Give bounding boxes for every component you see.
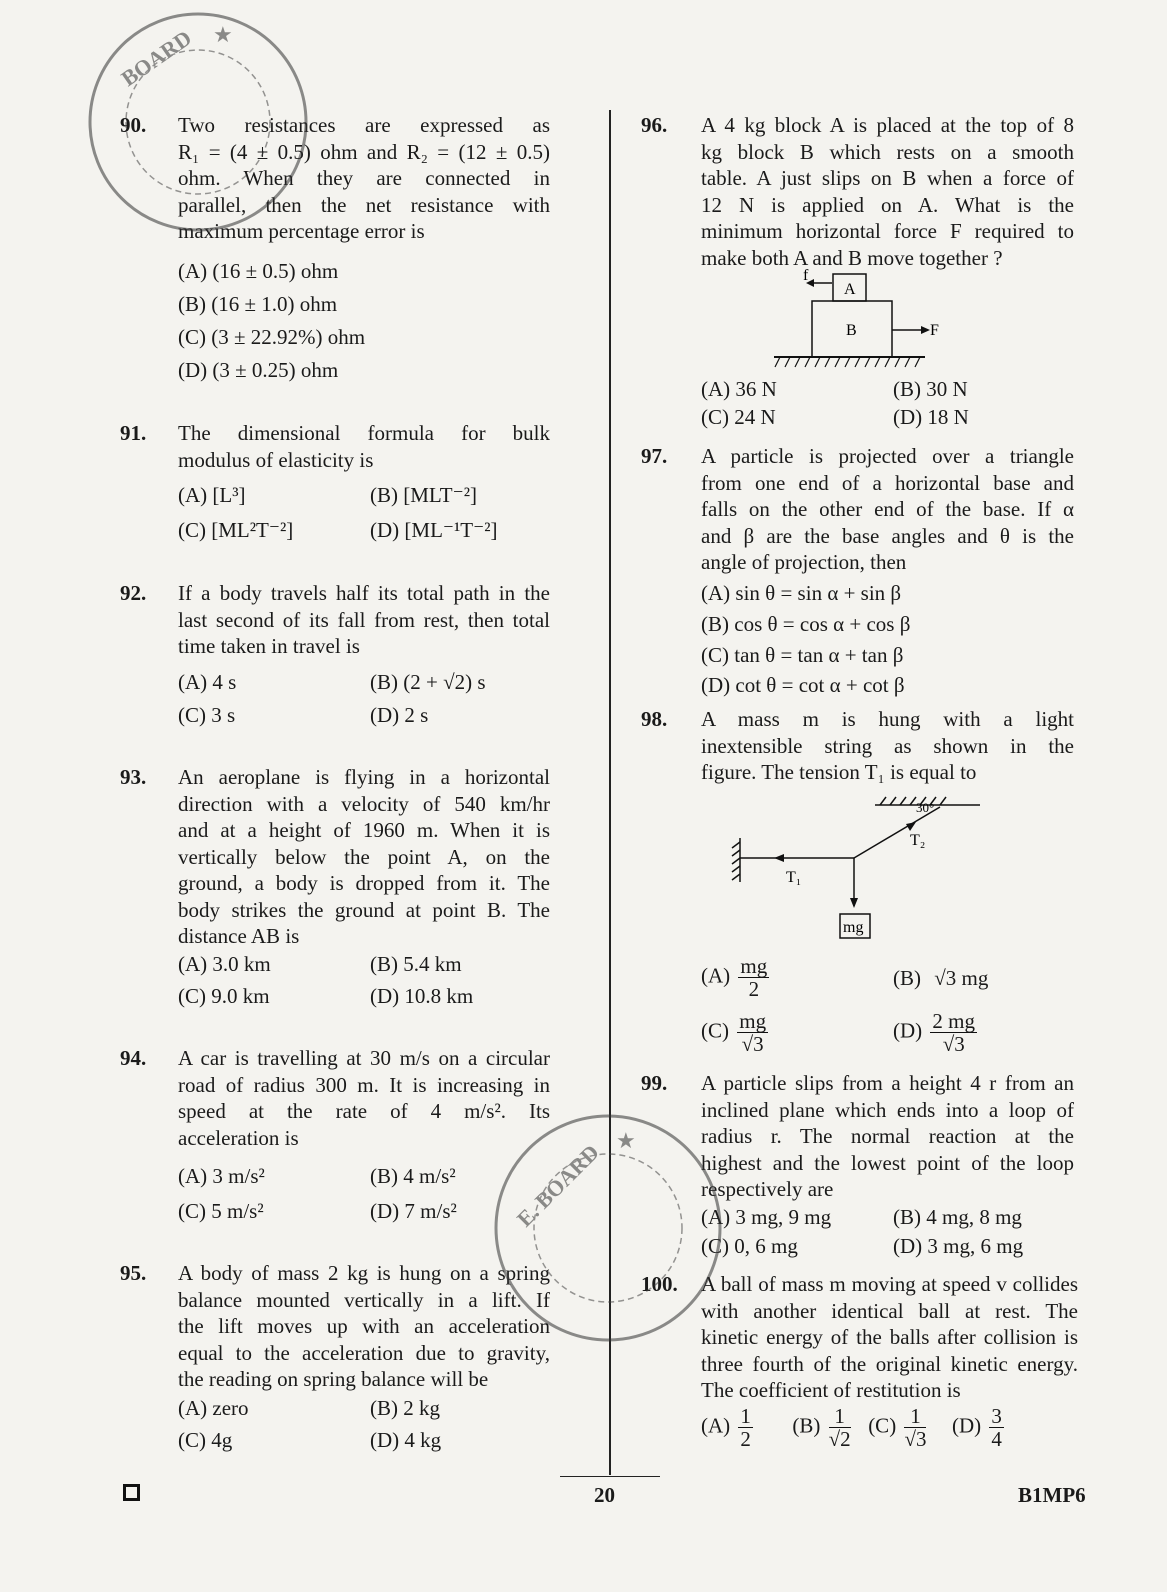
q96-option-c: (C) 24 N xyxy=(701,405,776,429)
q99-line: highest and the lowest point of the loop xyxy=(701,1150,1074,1175)
q91-option-c: (C) [ML²T⁻²] xyxy=(178,518,294,542)
q96-line: minimum horizontal force F required to xyxy=(701,219,1074,243)
q98-line: A mass m is hung with a light xyxy=(701,707,1074,731)
q93-option-b: (B) 5.4 km xyxy=(370,952,462,976)
q90-line: Two resistances are expressed as xyxy=(178,113,550,137)
q98-option-b-label: (B) xyxy=(893,966,921,990)
q95-line: balance mounted vertically in a lift. If xyxy=(178,1287,550,1312)
q94-option-b: (B) 4 m/s² xyxy=(370,1164,456,1188)
q94-option-d: (D) 7 m/s² xyxy=(370,1199,457,1223)
q93-line: vertically below the point A, on the xyxy=(178,844,550,869)
q90-line: R₁ = (4 ± 0.5) ohm and R₂ = (12 ± 0.5) xyxy=(178,139,550,164)
q96-option-a: (A) 36 N xyxy=(701,377,777,401)
q95-option-c: (C) 4g xyxy=(178,1428,233,1452)
q98-option-c xyxy=(701,1010,771,1055)
q95-option-b: (B) 2 kg xyxy=(370,1396,440,1420)
q90-line: ohm. When they are connected in xyxy=(178,166,550,190)
q92-option-d: (D) 2 s xyxy=(370,703,429,727)
q96-line: A 4 kg block A is placed at the top of 8 xyxy=(701,113,1074,137)
q100-line: kinetic energy of the balls after collision is xyxy=(701,1325,1078,1349)
q93-option-d: (D) 10.8 km xyxy=(370,984,474,1008)
q96-fig-f: f xyxy=(803,267,809,284)
q96-number: 96. xyxy=(641,113,668,137)
q94-line: speed at the rate of 4 m/s². Its xyxy=(178,1099,550,1123)
q100-text xyxy=(701,1271,1078,1404)
q97-line: falls on the other end of the base. If α xyxy=(701,497,1074,521)
q93-line: distance AB is xyxy=(178,924,300,948)
q93-option-a: (A) 3.0 km xyxy=(178,952,271,976)
q90-option-b: (B) (16 ± 1.0) ohm xyxy=(178,292,338,316)
q98-option-c-fraction: $\frac{mg}{√3}$ xyxy=(739,1009,767,1056)
q100-option-d-fraction: $\frac{3}{4}$ xyxy=(991,1404,1002,1451)
q94-line: road of radius 300 m. It is increasing in xyxy=(178,1072,550,1097)
q90-option-a: (A) (16 ± 0.5) ohm xyxy=(178,259,339,283)
q99-option-b: (B) 4 mg, 8 mg xyxy=(893,1205,1022,1229)
q100-option-a-label: (A) xyxy=(701,1413,731,1438)
q90-number: 90. xyxy=(120,113,147,137)
q96-line: kg block B which rests on a smooth xyxy=(701,139,1074,164)
q98-option-b xyxy=(893,966,988,991)
q90-line: maximum percentage error is xyxy=(178,219,425,243)
footer-square-icon xyxy=(123,1484,140,1501)
q91-option-d: (D) [ML⁻¹T⁻²] xyxy=(370,518,498,542)
q99-option-c: (C) 0, 6 mg xyxy=(701,1234,798,1258)
q96-line: make both A and B move together ? xyxy=(701,245,1003,270)
q98-number: 98. xyxy=(641,707,668,731)
q92-option-c: (C) 3 s xyxy=(178,703,236,727)
q95-line: equal to the acceleration due to gravity, xyxy=(178,1340,550,1365)
q94-option-c: (C) 5 m/s² xyxy=(178,1199,264,1223)
q98-option-a xyxy=(701,955,772,1000)
q98-option-a-label: (A) xyxy=(701,963,731,988)
q98-option-b-value: √3 mg xyxy=(934,966,989,990)
page-number-rule xyxy=(560,1476,660,1477)
q93-line: ground, a body is dropped from it. The xyxy=(178,871,550,895)
q95-option-a: (A) zero xyxy=(178,1396,249,1420)
q98-figure xyxy=(730,790,990,950)
q94-line: A car is travelling at 30 m/s on a circular xyxy=(178,1046,550,1070)
q97-line: from one end of a horizontal base and xyxy=(701,470,1074,495)
q96-fig-a: A xyxy=(844,281,856,298)
q92-line: time taken in travel is xyxy=(178,634,360,658)
q92-option-a: (A) 4 s xyxy=(178,670,237,694)
q100-options xyxy=(701,1405,1007,1450)
q98-fig-mg: mg xyxy=(843,919,864,936)
q95-line: the reading on spring balance will be xyxy=(178,1367,489,1391)
q96-line: table. A just slips on B when a force of xyxy=(701,166,1074,190)
q98-text xyxy=(701,706,1074,786)
q100-option-d-label: (D) xyxy=(951,1413,982,1438)
q91-option-a: (A) [L³] xyxy=(178,483,246,507)
q97-number: 97. xyxy=(641,444,668,468)
q100-option-b-fraction: $\frac{1}{√2}$ xyxy=(828,1404,851,1451)
q91-option-b: (B) [MLT⁻²] xyxy=(370,483,478,507)
q96-option-b: (B) 30 N xyxy=(893,377,968,401)
q94-line: acceleration is xyxy=(178,1125,299,1150)
q98-fig-angle: 30° xyxy=(916,800,935,815)
q94-number: 94. xyxy=(120,1046,147,1070)
q99-number: 99. xyxy=(641,1071,668,1095)
q91-line: modulus of elasticity is xyxy=(178,447,374,472)
svg-text:★: ★ xyxy=(213,23,233,48)
q99-option-a: (A) 3 mg, 9 mg xyxy=(701,1205,832,1229)
q99-line: inclined plane which ends into a loop of xyxy=(701,1097,1074,1122)
q92-option-b: (B) (2 + √2) s xyxy=(370,670,486,694)
svg-text:E. BOARD: E. BOARD xyxy=(511,1139,604,1232)
q93-number: 93. xyxy=(120,765,147,789)
q100-option-b-label: (B) xyxy=(792,1413,821,1438)
svg-text:★: ★ xyxy=(616,1129,636,1154)
q93-text xyxy=(178,764,550,950)
q100-line: with another identical ball at rest. The xyxy=(701,1298,1078,1323)
q97-option-b: (B) cos θ = cos α + cos β xyxy=(701,612,911,636)
q96-text xyxy=(701,112,1074,271)
q97-option-a: (A) sin θ = sin α + sin β xyxy=(701,581,902,605)
q92-line: last second of its fall from rest, then total xyxy=(178,607,550,632)
q96-figure xyxy=(770,267,939,373)
q99-line: radius r. The normal reaction at the xyxy=(701,1124,1074,1148)
q99-line: respectively are xyxy=(701,1177,834,1201)
q99-option-d: (D) 3 mg, 6 mg xyxy=(893,1234,1024,1258)
q97-line: A particle is projected over a triangle xyxy=(701,444,1074,468)
q93-line: direction with a velocity of 540 km/hr xyxy=(178,791,550,816)
q92-number: 92. xyxy=(120,581,147,605)
q93-option-c: (C) 9.0 km xyxy=(178,984,270,1008)
q90-option-c: (C) (3 ± 22.92%) ohm xyxy=(178,325,366,349)
q90-line: parallel, then the net resistance with xyxy=(178,192,550,217)
q97-option-c: (C) tan θ = tan α + tan β xyxy=(701,643,904,667)
q92-text xyxy=(178,580,550,660)
q100-line: three fourth of the original kinetic energy. xyxy=(701,1351,1078,1376)
q100-line: The coefficient of restitution is xyxy=(701,1378,961,1402)
q98-option-a-fraction: $\frac{mg}{2}$ xyxy=(740,954,768,1001)
q91-number: 91. xyxy=(120,421,147,445)
q93-line: An aeroplane is flying in a horizontal xyxy=(178,765,550,789)
q98-option-d-fraction: $\frac{2 mg}{√3}$ xyxy=(932,1009,975,1056)
q91-line: The dimensional formula for bulk xyxy=(178,421,550,445)
svg-text:BOARD: BOARD xyxy=(116,25,196,92)
page-number: 20 xyxy=(594,1483,615,1507)
q90-option-d: (D) (3 ± 0.25) ohm xyxy=(178,358,339,382)
q97-option-d: (D) cot θ = cot α + cot β xyxy=(701,673,905,697)
q100-option-c-fraction: $\frac{1}{√3}$ xyxy=(904,1404,927,1451)
paper-code: B1MP6 xyxy=(1018,1483,1086,1507)
q98-option-c-label: (C) xyxy=(701,1018,729,1043)
q98-line: figure. The tension T₁ is equal to xyxy=(701,760,977,784)
q95-line: the lift moves up with an acceleration xyxy=(178,1314,550,1338)
q97-text xyxy=(701,443,1074,576)
q96-fig-F: F xyxy=(930,322,939,339)
q91-text xyxy=(178,420,550,473)
q97-line: angle of projection, then xyxy=(701,550,907,574)
q98-option-d xyxy=(893,1010,980,1055)
q93-line: and at a height of 1960 m. When it is xyxy=(178,818,550,842)
q95-number: 95. xyxy=(120,1261,147,1285)
q96-line: 12 N is applied on A. What is the xyxy=(701,192,1074,217)
q92-line: If a body travels half its total path in the xyxy=(178,581,550,605)
q99-line: A particle slips from a height 4 r from an xyxy=(701,1071,1074,1095)
board-stamp xyxy=(488,1108,728,1348)
q98-line: inextensible string as shown in the xyxy=(701,733,1074,758)
q98-fig-t1: T₁ xyxy=(786,869,802,886)
q95-option-d: (D) 4 kg xyxy=(370,1428,442,1452)
q93-line: body strikes the ground at point B. The xyxy=(178,897,550,922)
q98-fig-t2: T₂ xyxy=(910,832,926,849)
q97-line: and β are the base angles and θ is the xyxy=(701,523,1074,548)
q96-fig-b: B xyxy=(846,322,857,339)
q99-text xyxy=(701,1070,1074,1203)
q100-option-c-label: (C) xyxy=(868,1413,897,1438)
q95-line: A body of mass 2 kg is hung on a spring xyxy=(178,1261,550,1285)
q100-number: 100. xyxy=(641,1272,678,1296)
q96-option-d: (D) 18 N xyxy=(893,405,969,429)
q100-option-a-fraction: $\frac{1}{2}$ xyxy=(740,1404,751,1451)
board-stamp xyxy=(78,12,318,242)
q98-option-d-label: (D) xyxy=(893,1018,923,1043)
q94-option-a: (A) 3 m/s² xyxy=(178,1164,265,1188)
q100-line: A ball of mass m moving at speed v collides xyxy=(701,1272,1078,1296)
